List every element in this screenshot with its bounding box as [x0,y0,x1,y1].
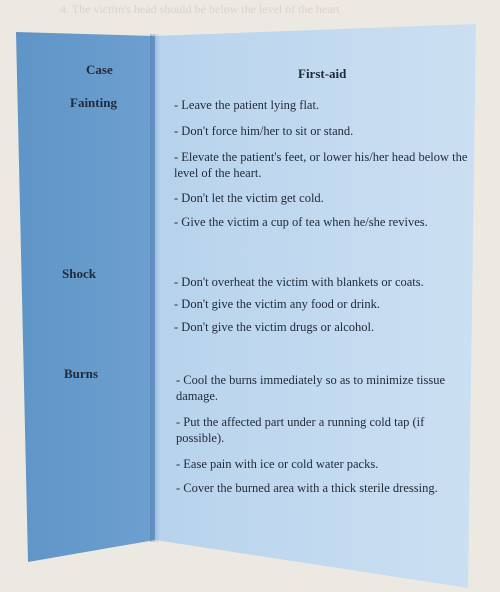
list-item: - Don't let the victim get cold. [174,191,324,205]
case-shock: Shock [62,266,96,281]
case-burns: Burns [64,366,98,381]
list-item: - Don't force him/her to sit or stand. [174,124,354,138]
list-item: - Give the victim a cup of tea when he/she revives. [174,215,428,229]
first-aid-header: First-aid [298,66,347,81]
card-fold [150,34,160,542]
case-fainting: Fainting [70,95,117,110]
list-item: - Cool the burns immediately so as to minimize tissue damage. [176,373,446,403]
list-item: - Leave the patient lying flat. [174,98,320,112]
list-item: - Don't give the victim any food or drink. [174,297,381,311]
list-item: - Don't give the victim drugs or alcohol. [174,320,375,334]
list-item: - Put the affected part under a running cold tap (if possible). [176,415,425,445]
faint-background-text: 4. The victim's head should be below the level of the heart [60,2,340,16]
case-header: Case [86,62,113,77]
list-item: - Cover the burned area with a thick sterile dressing. [176,481,438,495]
list-item: - Don't overheat the victim with blankets or coats. [174,275,424,289]
list-item: - Elevate the patient's feet, or lower his/her head below the level of the heart. [174,150,468,180]
list-item: - Ease pain with ice or cold water packs. [176,457,379,471]
